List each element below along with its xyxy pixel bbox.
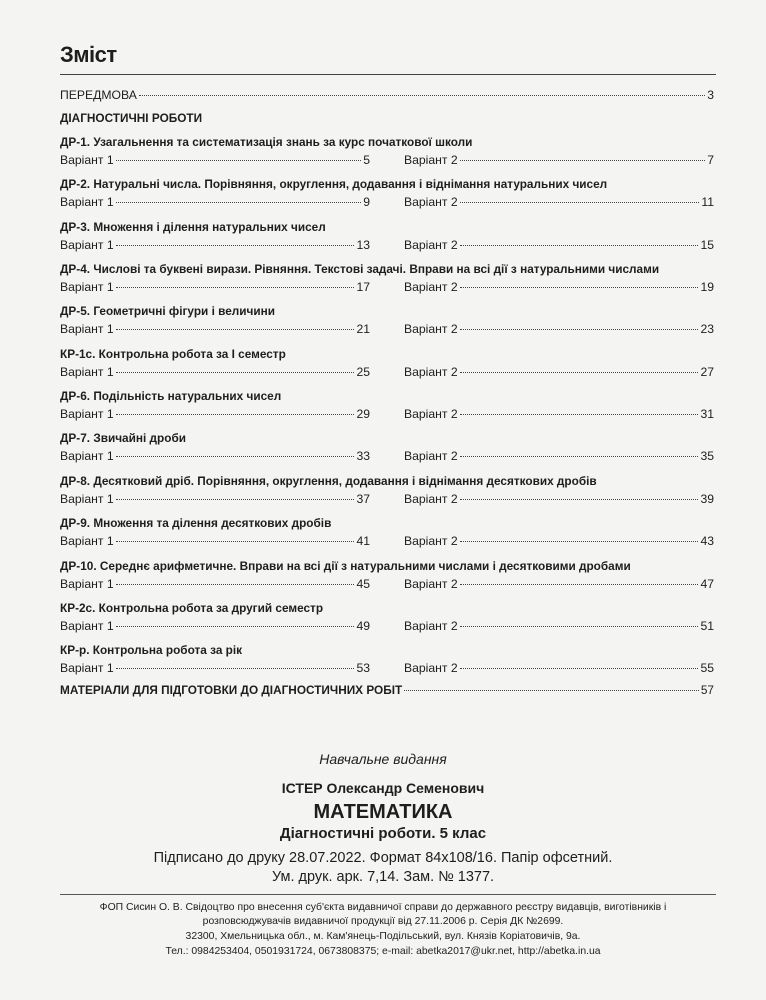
print-info-line-2: Ум. друк. арк. 7,14. Зам. № 1377. bbox=[271, 869, 495, 885]
toc-page-number: 37 bbox=[356, 491, 370, 506]
variant-label: Варіант 1 bbox=[60, 449, 114, 464]
dot-leader bbox=[460, 541, 699, 542]
toc-page-number: 35 bbox=[700, 449, 714, 464]
variant-2-entry[interactable] bbox=[404, 322, 714, 336]
toc-page-number: 11 bbox=[701, 195, 714, 210]
variant-label: Варіант 1 bbox=[60, 153, 114, 167]
variant-label: Варіант 1 bbox=[60, 661, 114, 676]
variant-row bbox=[60, 449, 714, 465]
dot-leader bbox=[460, 414, 699, 415]
book-subtitle: Діагностичні роботи. 5 клас bbox=[279, 825, 487, 842]
toc-page-number: 39 bbox=[700, 491, 714, 506]
dot-leader bbox=[139, 95, 705, 96]
variant-1-entry[interactable] bbox=[60, 322, 370, 336]
variant-row bbox=[60, 619, 714, 635]
variant-label: Варіант 2 bbox=[404, 534, 458, 549]
variant-label: Варіант 2 bbox=[404, 449, 458, 464]
imprint-line-2: розповсюджувачів видавничої продукції від 27.11.2006 р. Серія ДК №2699. bbox=[202, 916, 564, 927]
toc-entry-label: МАТЕРІАЛИ ДЛЯ ПІДГОТОВКИ ДО ДІАГНОСТИЧНИХ РОБІТ bbox=[60, 683, 403, 697]
dot-leader bbox=[116, 668, 355, 669]
dot-leader bbox=[460, 499, 699, 500]
dot-leader bbox=[116, 372, 355, 373]
toc-page-number: 49 bbox=[356, 618, 370, 633]
variant-label: Варіант 2 bbox=[404, 280, 458, 295]
variant-2-entry[interactable] bbox=[404, 449, 714, 463]
toc-page-number: 53 bbox=[356, 661, 370, 676]
toc-page-number: 5 bbox=[363, 153, 370, 167]
variant-label: Варіант 2 bbox=[404, 407, 458, 422]
toc-entry-label: ПЕРЕДМОВА bbox=[60, 88, 137, 102]
dot-leader bbox=[460, 245, 699, 246]
dot-leader bbox=[116, 245, 355, 246]
variant-label: Варіант 1 bbox=[60, 322, 114, 337]
variant-2-entry[interactable] bbox=[404, 407, 714, 421]
section-title: ДР-7. Звичайні дроби bbox=[60, 431, 186, 446]
variant-label: Варіант 2 bbox=[404, 576, 458, 591]
toc-page-number: 29 bbox=[356, 407, 370, 422]
variant-row bbox=[60, 492, 714, 508]
toc-page-number: 31 bbox=[700, 407, 714, 422]
section-title: ДР-4. Числові та буквені вирази. Рівняння. Текстові задачі. Вправи на всі дії з натуральними числами bbox=[60, 262, 660, 277]
heading-rule bbox=[60, 74, 716, 75]
dot-leader bbox=[116, 202, 362, 203]
variant-label: Варіант 1 bbox=[60, 195, 114, 210]
imprint-line-1: ФОП Сисин О. В. Свідоцтво про внесення суб'єкта видавничої справи до державного реєстру видавців, виготівників і bbox=[99, 902, 667, 913]
toc-page-number: 23 bbox=[700, 322, 714, 337]
variant-1-entry[interactable] bbox=[60, 577, 370, 591]
variant-label: Варіант 1 bbox=[60, 576, 114, 591]
dot-leader bbox=[116, 499, 355, 500]
variant-label: Варіант 1 bbox=[60, 534, 114, 549]
dot-leader bbox=[460, 329, 699, 330]
dot-leader bbox=[116, 160, 362, 161]
toc-entry-preface[interactable] bbox=[60, 88, 714, 104]
section-title: ДР-2. Натуральні числа. Порівняння, округлення, додавання і віднімання натуральних чисел bbox=[60, 177, 608, 192]
variant-label: Варіант 1 bbox=[60, 407, 114, 422]
variant-1-entry[interactable] bbox=[60, 407, 370, 421]
section-header: ДІАГНОСТИЧНІ РОБОТИ bbox=[60, 111, 203, 125]
toc-heading: Зміст bbox=[60, 42, 117, 67]
variant-2-entry[interactable] bbox=[404, 534, 714, 548]
variant-row bbox=[60, 365, 714, 381]
section-title: ДР-1. Узагальнення та систематизація знань за курс початкової школи bbox=[60, 135, 473, 149]
variant-label: Варіант 1 bbox=[60, 491, 114, 506]
section-title: ДР-5. Геометричні фігури і величини bbox=[60, 304, 276, 319]
variant-row bbox=[60, 322, 714, 338]
variant-label: Варіант 1 bbox=[60, 618, 114, 633]
section-title: КР-2с. Контрольна робота за другий семестр bbox=[60, 600, 324, 615]
section-title: ДР-9. Множення та ділення десяткових дробів bbox=[60, 516, 332, 531]
toc-page-number: 43 bbox=[700, 534, 714, 549]
variant-1-entry[interactable] bbox=[60, 492, 370, 506]
variant-label: Варіант 1 bbox=[60, 280, 114, 295]
variant-2-entry[interactable] bbox=[404, 492, 714, 506]
variant-row bbox=[60, 153, 714, 169]
variant-label: Варіант 2 bbox=[404, 153, 458, 167]
dot-leader bbox=[116, 584, 355, 585]
imprint-line-4: Тел.: 0984253404, 0501931724, 0673808375; e-mail: abetka2017@ukr.net, http://abetka.in.ua bbox=[165, 946, 601, 957]
variant-label: Варіант 1 bbox=[60, 364, 114, 379]
dot-leader bbox=[460, 584, 699, 585]
variant-2-entry[interactable] bbox=[404, 577, 714, 591]
dot-leader bbox=[460, 668, 699, 669]
toc-page-number: 3 bbox=[707, 88, 714, 102]
dot-leader bbox=[460, 456, 699, 457]
section-title: КР-р. Контрольна робота за рік bbox=[60, 643, 243, 658]
imprint-line-3: 32300, Хмельницька обл., м. Кам'янець-Подільський, вул. Князів Коріатовичів, 9а. bbox=[185, 931, 581, 942]
toc-page-number: 55 bbox=[700, 661, 714, 676]
section-title: КР-1с. Контрольна робота за I семестр bbox=[60, 346, 286, 361]
toc-page-number: 25 bbox=[356, 364, 370, 379]
author-name: ІСТЕР Олександр Семенович bbox=[281, 780, 485, 796]
dot-leader bbox=[116, 414, 355, 415]
toc-page-number: 9 bbox=[363, 195, 370, 210]
variant-1-entry[interactable] bbox=[60, 238, 370, 252]
section-title: ДР-3. Множення і ділення натуральних чисел bbox=[60, 219, 326, 234]
variant-2-entry[interactable] bbox=[404, 661, 714, 675]
variant-2-entry[interactable] bbox=[404, 153, 714, 167]
dot-leader bbox=[116, 626, 355, 627]
variant-label: Варіант 2 bbox=[404, 618, 458, 633]
dot-leader bbox=[460, 160, 706, 161]
variant-label: Варіант 2 bbox=[404, 364, 458, 379]
dot-leader bbox=[460, 626, 699, 627]
toc-page-number: 21 bbox=[356, 322, 370, 337]
variant-1-entry[interactable] bbox=[60, 195, 370, 209]
toc-page-number: 41 bbox=[356, 534, 370, 549]
toc-page-number: 15 bbox=[700, 237, 714, 252]
dot-leader bbox=[116, 456, 355, 457]
variant-row bbox=[60, 195, 714, 211]
variant-row bbox=[60, 661, 714, 677]
toc-page-number: 7 bbox=[707, 153, 714, 167]
variant-1-entry[interactable] bbox=[60, 619, 370, 633]
toc-page-number: 19 bbox=[700, 280, 714, 295]
toc-entry-materials[interactable] bbox=[60, 683, 714, 699]
section-title: ДР-6. Подільність натуральних чисел bbox=[60, 389, 282, 404]
dot-leader bbox=[460, 202, 700, 203]
print-info-line-1: Підписано до друку 28.07.2022. Формат 84х108/16. Папір офсетний. bbox=[153, 850, 613, 866]
variant-2-entry[interactable] bbox=[404, 195, 714, 209]
variant-1-entry[interactable] bbox=[60, 661, 370, 675]
variant-row bbox=[60, 238, 714, 254]
variant-1-entry[interactable] bbox=[60, 449, 370, 463]
section-title: ДР-8. Десятковий дріб. Порівняння, округлення, додавання і віднімання десяткових дробів bbox=[60, 473, 597, 488]
variant-1-entry[interactable] bbox=[60, 280, 370, 294]
section-title: ДР-10. Середнє арифметичне. Вправи на всі дії з натуральними числами і десятковими дробами bbox=[60, 558, 631, 573]
variant-2-entry[interactable] bbox=[404, 280, 714, 294]
toc-page-number: 33 bbox=[356, 449, 370, 464]
variant-row bbox=[60, 577, 714, 593]
book-title: МАТЕМАТИКА bbox=[313, 801, 453, 823]
imprint-rule bbox=[60, 894, 716, 895]
variant-label: Варіант 1 bbox=[60, 237, 114, 252]
variant-1-entry[interactable] bbox=[60, 534, 370, 548]
variant-2-entry[interactable] bbox=[404, 619, 714, 633]
variant-label: Варіант 2 bbox=[404, 322, 458, 337]
dot-leader bbox=[116, 329, 355, 330]
variant-1-entry[interactable] bbox=[60, 153, 370, 167]
variant-2-entry[interactable] bbox=[404, 238, 714, 252]
variant-row bbox=[60, 407, 714, 423]
toc-page-number: 13 bbox=[356, 237, 370, 252]
toc-page-number: 17 bbox=[356, 280, 370, 295]
toc-page-number: 51 bbox=[700, 618, 714, 633]
variant-label: Варіант 2 bbox=[404, 237, 458, 252]
toc-page-number: 47 bbox=[700, 576, 714, 591]
dot-leader bbox=[460, 372, 699, 373]
dot-leader bbox=[116, 541, 355, 542]
edition-kind: Навчальне видання bbox=[319, 751, 447, 767]
dot-leader bbox=[404, 690, 699, 691]
dot-leader bbox=[116, 287, 355, 288]
toc-page-number: 45 bbox=[356, 576, 370, 591]
variant-row bbox=[60, 534, 714, 550]
variant-2-entry[interactable] bbox=[404, 365, 714, 379]
dot-leader bbox=[460, 287, 699, 288]
variant-label: Варіант 2 bbox=[404, 491, 458, 506]
variant-label: Варіант 2 bbox=[404, 661, 458, 676]
toc-page-number: 57 bbox=[700, 683, 714, 697]
variant-label: Варіант 2 bbox=[404, 195, 458, 210]
variant-1-entry[interactable] bbox=[60, 365, 370, 379]
variant-row bbox=[60, 280, 714, 296]
toc-page-number: 27 bbox=[700, 364, 714, 379]
